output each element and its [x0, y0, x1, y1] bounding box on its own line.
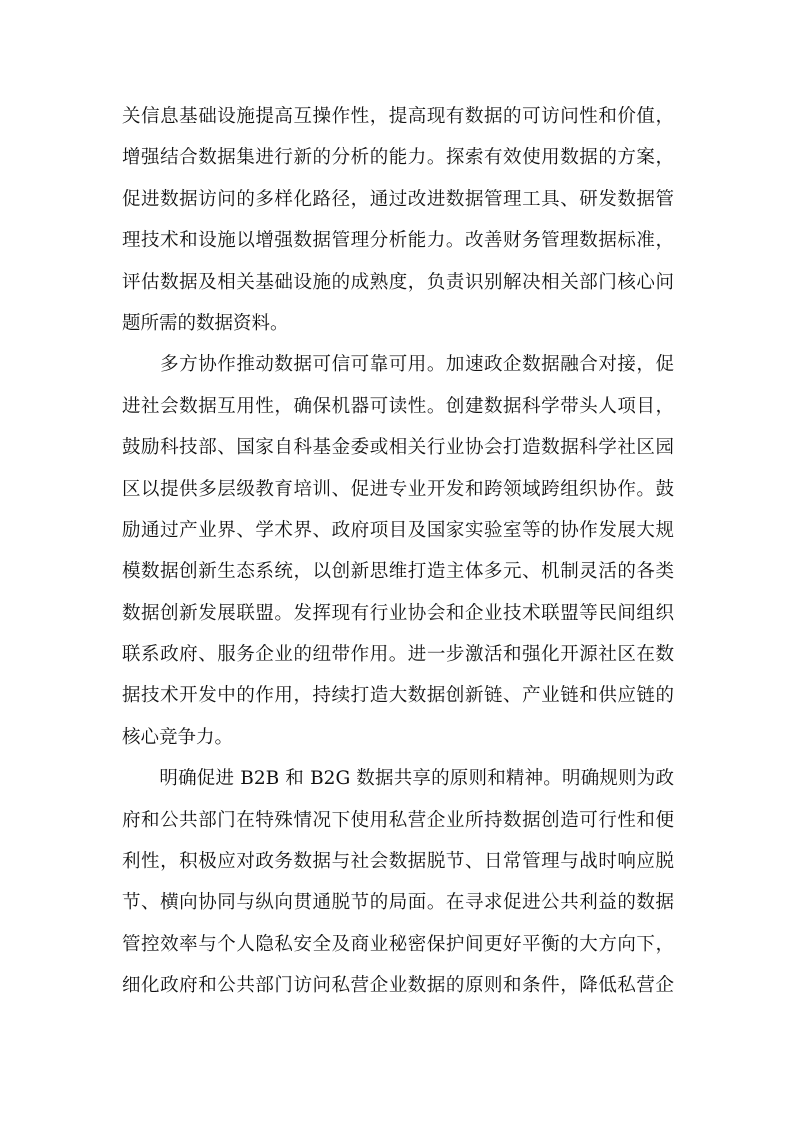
document-page: [122, 96, 674, 1007]
text-line: 评估数据及相关基础设施的成熟度，负责识别解决相关部门核心问: [122, 271, 674, 293]
text-line: 据技术开发中的作用，持续打造大数据创新链、产业链和供应链的: [122, 685, 674, 707]
text-line: 进社会数据互用性，确保机器可读性。创建数据科学带头人项目，: [122, 395, 674, 417]
text-line: 促进数据访问的多样化路径，通过改进数据管理工具、研发数据管: [122, 188, 674, 210]
text-line: 多方协作推动数据可信可靠可用。加速政企数据融合对接，促: [122, 354, 674, 376]
text-line: 府和公共部门在特殊情况下使用私营企业所持数据创造可行性和便: [122, 809, 674, 831]
text-line: 题所需的数据资料。: [122, 312, 289, 334]
text-line: 关信息基础设施提高互操作性，提高现有数据的可访问性和价值，: [122, 106, 674, 127]
text-line: 利性，积极应对政务数据与社会数据脱节、日常管理与战时响应脱: [122, 851, 674, 873]
text-line: 节、横向协同与纵向贯通脱节的局面。在寻求促进公共利益的数据: [122, 892, 674, 914]
text-line: 模数据创新生态系统，以创新思维打造主体多元、机制灵活的各类: [122, 561, 674, 583]
paragraph-3: [122, 758, 674, 1006]
text-line: 细化政府和公共部门访问私营企业数据的原则和条件，降低私营企: [122, 975, 674, 997]
text-line: 理技术和设施以增强数据管理分析能力。改善财务管理数据标准，: [122, 230, 674, 252]
text-line: 励通过产业界、学术界、政府项目及国家实验室等的协作发展大规: [122, 519, 674, 541]
text-line: 管控效率与个人隐私安全及商业秘密保护间更好平衡的大方向下，: [122, 933, 674, 955]
paragraph-1: [122, 96, 674, 344]
paragraph-2: [122, 344, 674, 758]
text-line: 区以提供多层级教育培训、促进专业开发和跨领域跨组织协作。鼓: [122, 478, 674, 500]
text-line: 数据创新发展联盟。发挥现有行业协会和企业技术联盟等民间组织: [122, 602, 674, 624]
text-line: 增强结合数据集进行新的分析的能力。探索有效使用数据的方案，: [122, 147, 674, 169]
text-line: 核心竞争力。: [122, 726, 234, 748]
text-line: 明确促进 B2B 和 B2G 数据共享的原则和精神。明确规则为政: [122, 768, 674, 790]
text-line: 鼓励科技部、国家自科基金委或相关行业协会打造数据科学社区园: [122, 437, 674, 459]
text-line: 联系政府、服务企业的纽带作用。进一步激活和强化开源社区在数: [122, 644, 674, 666]
